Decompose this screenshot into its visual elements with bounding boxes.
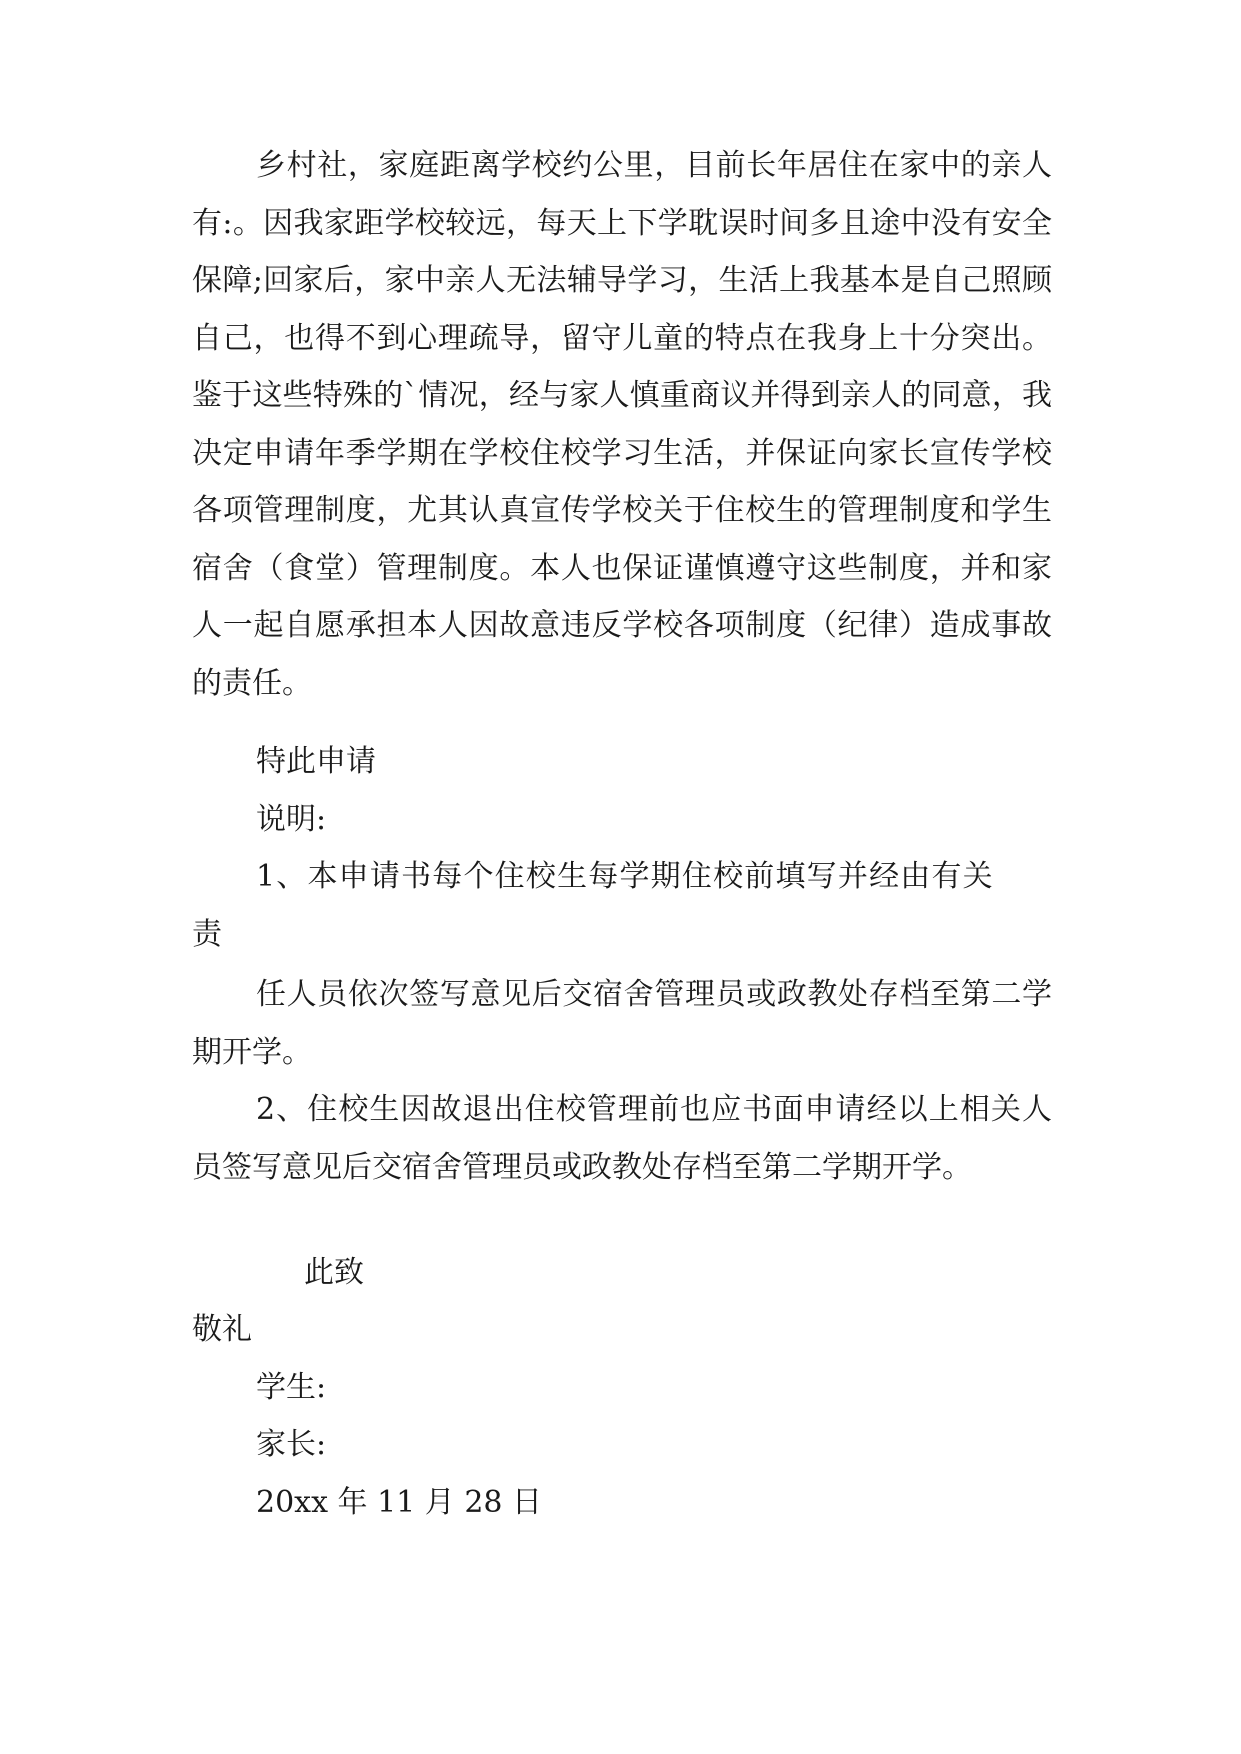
closing-jing-li: 敬礼: [192, 1312, 252, 1347]
parent-signature-label: 家长:: [256, 1427, 327, 1462]
request-line: 特此申请: [256, 744, 376, 779]
note-1-line-1: 1、本申请书每个住校生每学期住校前填写并经由有关: [256, 859, 994, 894]
body-paragraph: 乡村社，家庭距离学校约公里，目前长年居住在家中的亲人有:。因我家距学校较远，每天上下学耽误时间多且途中没有安全保障;回家后，家中亲人无法辅导学习，生活上我基本是自己照顾自己，也得不到心理疏导，留守儿童的特点在我身上十分突出。鉴于这些特殊的`情况，经与家人慎重商议并得到亲人的同意，我决定申请年季学期在学校住校学习生活，并保证向家长宣传学校各项管理制度，尤其认真宣传学校关于住校生的管理制度和学生宿舍（食堂）管理制度。本人也保证谨慎遵守这些制度，并和家人一起自愿承担本人因故意违反学校各项制度（纪律）造成事故的责任。: [192, 148, 1052, 701]
notes-heading: 说明:: [256, 802, 327, 837]
student-signature-label: 学生:: [256, 1370, 327, 1405]
note-1-continued: 任人员依次签写意见后交宿舍管理员或政教处存档至第二学期开学。: [192, 977, 1052, 1070]
note-2: 2、住校生因故退出住校管理前也应书面申请经以上相关人员签写意见后交宿舍管理员或政教处存档至第二学期开学。: [192, 1092, 1052, 1185]
date-line: 20xx 年 11 月 28 日: [256, 1485, 543, 1520]
note-1-line-2: 责: [192, 917, 222, 952]
closing-ci-zhi: 此致: [304, 1255, 364, 1290]
